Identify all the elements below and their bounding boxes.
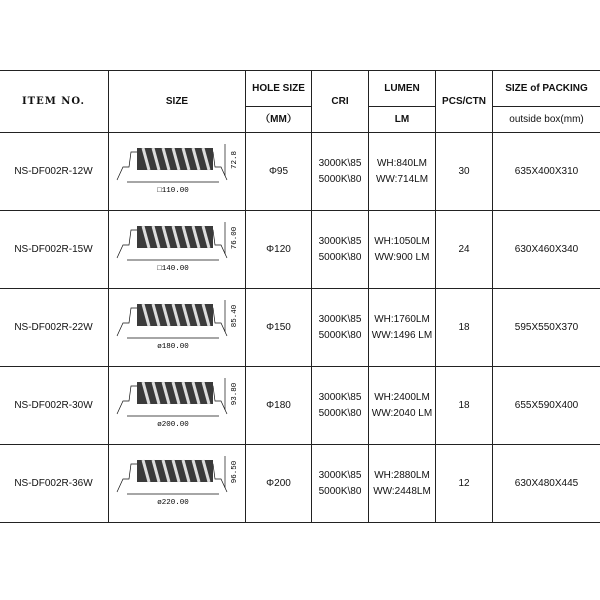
lumen-ww: WW:714LM (375, 173, 429, 185)
spec-table (0, 70, 600, 523)
hole-cell: Φ120 (246, 211, 312, 289)
cri-3000k: 3000K\85 (318, 235, 362, 247)
downlight-drawing (113, 296, 241, 360)
table-row (0, 211, 600, 289)
drawing-width-label: ø200.00 (157, 420, 189, 429)
drawing-width-label: ø180.00 (157, 342, 189, 351)
lumen-cell (369, 211, 436, 289)
lumen-wh: WH:1050LM (374, 235, 430, 247)
drawing-width-label: □110.00 (157, 186, 189, 195)
size-cell (109, 367, 246, 445)
downlight-drawing (113, 374, 241, 438)
cri-cell (312, 367, 369, 445)
drawing-height-label: 96.50 (231, 460, 239, 483)
drawing-height-label: 76.00 (231, 226, 239, 249)
packing-subheader: outside box(mm) (493, 107, 600, 133)
lumen-ww: WW:1496 LM (371, 329, 433, 341)
cri-cell (312, 133, 369, 211)
cri-3000k: 3000K\85 (318, 391, 362, 403)
drawing-width-label: ø220.00 (157, 498, 189, 507)
drawing-height-label: 72.8 (231, 150, 239, 169)
cri-cell (312, 445, 369, 523)
downlight-drawing (113, 140, 241, 204)
hole-size-unit: （MM） (246, 107, 312, 133)
cri-3000k: 3000K\85 (318, 469, 362, 481)
lumen-cell (369, 133, 436, 211)
lumen-cell (369, 367, 436, 445)
cri-header: CRI (312, 71, 369, 133)
item-cell: NS-DF002R-36W (0, 445, 109, 523)
pcs-cell: 18 (436, 367, 493, 445)
lumen-wh: WH:2400LM (374, 391, 430, 403)
lumen-wh: WH:2880LM (374, 469, 430, 481)
hole-size-header: HOLE SIZE (246, 71, 312, 107)
pcs-cell: 12 (436, 445, 493, 523)
lumen-unit: LM (369, 107, 436, 133)
item-no-header: ITEM NO. (0, 71, 109, 133)
cri-3000k: 3000K\85 (318, 157, 362, 169)
lumen-wh: WH:1760LM (374, 313, 430, 325)
lumen-header: LUMEN (369, 71, 436, 107)
cri-5000k: 5000K\80 (318, 251, 362, 263)
packing-cell: 655X590X400 (493, 367, 600, 445)
drawing-height-label: 85.40 (231, 304, 239, 327)
size-cell (109, 133, 246, 211)
cri-3000k: 3000K\85 (318, 313, 362, 325)
lumen-wh: WH:840LM (376, 157, 427, 169)
packing-cell: 595X550X370 (493, 289, 600, 367)
packing-cell: 630X460X340 (493, 211, 600, 289)
pcs-cell: 18 (436, 289, 493, 367)
cri-5000k: 5000K\80 (318, 173, 362, 185)
table-row (0, 133, 600, 211)
cri-5000k: 5000K\80 (318, 485, 362, 497)
item-cell: NS-DF002R-22W (0, 289, 109, 367)
pcs-cell: 30 (436, 133, 493, 211)
lumen-cell (369, 289, 436, 367)
downlight-drawing (113, 218, 241, 282)
pcs-cell: 24 (436, 211, 493, 289)
lumen-ww: WW:2448LM (373, 485, 431, 497)
packing-cell: 635X400X310 (493, 133, 600, 211)
downlight-drawing (113, 452, 241, 516)
drawing-width-label: □140.00 (157, 264, 189, 273)
pcs-ctn-header: PCS/CTN (436, 71, 493, 133)
item-cell: NS-DF002R-30W (0, 367, 109, 445)
lumen-ww: WW:2040 LM (371, 407, 433, 419)
cri-cell (312, 289, 369, 367)
cri-5000k: 5000K\80 (318, 329, 362, 341)
table-row (0, 367, 600, 445)
cri-5000k: 5000K\80 (318, 407, 362, 419)
item-cell: NS-DF002R-15W (0, 211, 109, 289)
lumen-ww: WW:900 LM (374, 251, 430, 263)
item-cell: NS-DF002R-12W (0, 133, 109, 211)
packing-cell: 630X480X445 (493, 445, 600, 523)
size-cell (109, 289, 246, 367)
hole-cell: Φ200 (246, 445, 312, 523)
header-row-1 (0, 71, 600, 107)
size-cell (109, 211, 246, 289)
lumen-cell (369, 445, 436, 523)
packing-header: SIZE of PACKING (493, 71, 600, 107)
table-row (0, 289, 600, 367)
hole-cell: Φ150 (246, 289, 312, 367)
hole-cell: Φ95 (246, 133, 312, 211)
size-cell (109, 445, 246, 523)
cri-cell (312, 211, 369, 289)
drawing-height-label: 93.80 (231, 382, 239, 405)
size-header: SIZE (109, 71, 246, 133)
table-row (0, 445, 600, 523)
hole-cell: Φ180 (246, 367, 312, 445)
